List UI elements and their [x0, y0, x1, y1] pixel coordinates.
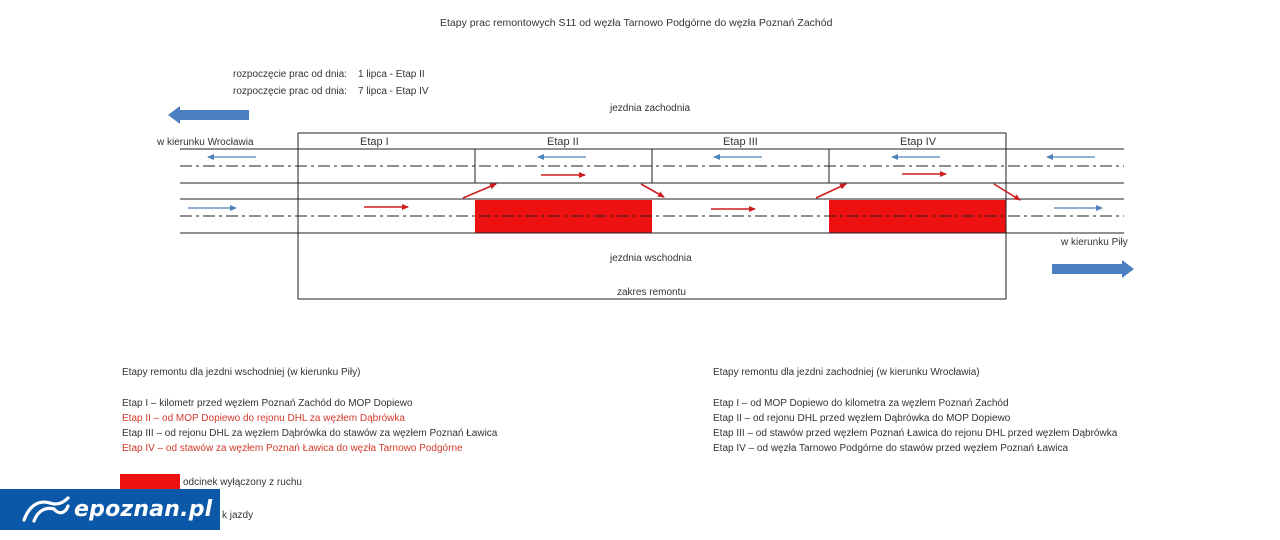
red-crossover-arrow-icon — [994, 184, 1020, 200]
east-list-heading: Etapy remontu dla jezdni wschodniej (w kierunku Piły) — [122, 367, 361, 378]
direction-pila-label: w kierunku Piły — [1061, 237, 1128, 248]
west-list-heading: Etapy remontu dla jezdni zachodniej (w kierunku Wrocławia) — [713, 367, 980, 378]
start-date-value-2: 7 lipca - Etap IV — [358, 86, 429, 97]
west-carriageway-label: jezdnia zachodnia — [610, 103, 691, 114]
stage-1-label: Etap I — [360, 136, 389, 148]
brand-name: epoznan.pl — [74, 497, 213, 522]
epoznan-logo-icon — [20, 494, 72, 525]
east-list-item-3: Etap III – od rejonu DHL za węzłem Dąbrówka do stawów za węzłem Poznań Ławica — [122, 428, 498, 439]
east-list-item-4: Etap IV – od stawów za węzłem Poznań Ławica do węzła Tarnowo Podgórne — [122, 443, 463, 454]
legend-closed-label: odcinek wyłączony z ruchu — [183, 477, 302, 488]
west-list-item-3: Etap III – od stawów przed węzłem Poznań Ławica do rejonu DHL przed węzłem Dąbrówka — [713, 428, 1118, 439]
east-carriageway-label: jezdnia wschodnia — [610, 253, 692, 264]
start-date-value-1: 1 lipca - Etap II — [358, 69, 425, 80]
east-list-item-2: Etap II – od MOP Dopiewo do rejonu DHL za węzłem Dąbrówka — [122, 413, 405, 424]
brand-banner — [0, 489, 220, 530]
west-list-item-1: Etap I – od MOP Dopiewo do kilometra za węzłem Poznań Zachód — [713, 398, 1009, 409]
repair-scope-label: zakres remontu — [617, 287, 686, 298]
stage-3-label: Etap III — [723, 136, 758, 148]
red-crossover-arrow-icon — [816, 184, 846, 198]
big-arrow-left-icon — [168, 106, 249, 124]
stage-2-label: Etap II — [547, 136, 579, 148]
big-arrow-right-icon — [1052, 260, 1134, 278]
east-list-item-1: Etap I – kilometr przed węzłem Poznań Zachód do MOP Dopiewo — [122, 398, 413, 409]
direction-wroclaw-label: w kierunku Wrocławia — [157, 137, 254, 148]
start-date-label-2: rozpoczęcie prac od dnia: — [233, 86, 347, 97]
legend-direction-label: k jazdy — [222, 510, 254, 521]
west-list-item-4: Etap IV – od węzła Tarnowo Podgórne do stawów przed węzłem Poznań Ławica — [713, 443, 1069, 454]
stage-4-label: Etap IV — [900, 136, 937, 148]
red-crossover-arrow-icon — [641, 184, 664, 197]
page-title: Etapy prac remontowych S11 od węzła Tarnowo Podgórne do węzła Poznań Zachód — [440, 17, 833, 29]
start-date-label-1: rozpoczęcie prac od dnia: — [233, 69, 347, 80]
red-crossover-arrow-icon — [463, 184, 496, 198]
west-list-item-2: Etap II – od rejonu DHL przed węzłem Dąbrówka do MOP Dopiewo — [713, 413, 1011, 424]
